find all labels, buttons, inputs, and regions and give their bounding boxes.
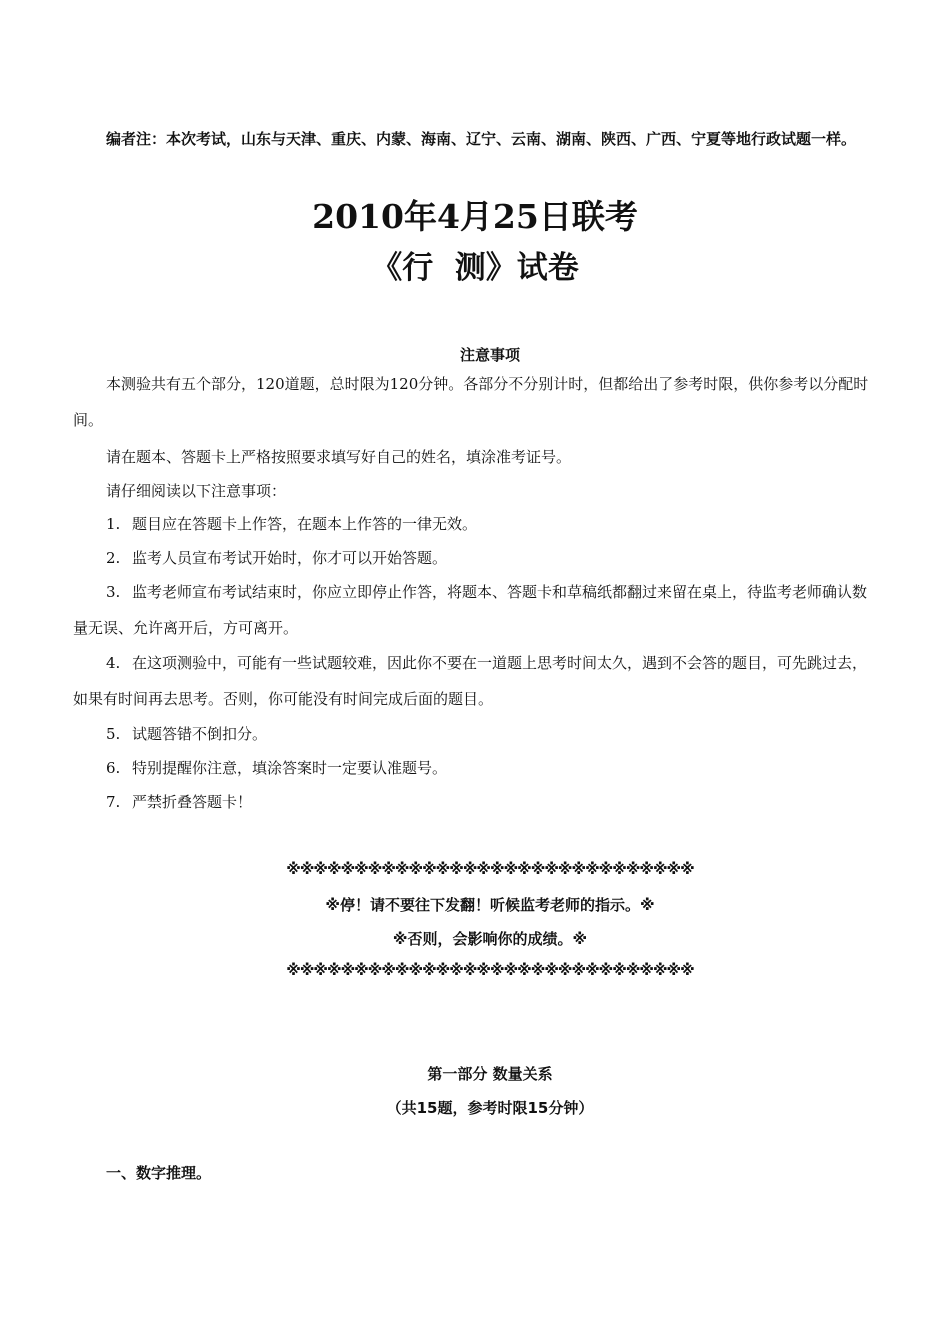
notice-item — [106, 506, 873, 542]
exam-subtitle: 《行 测》试卷 — [371, 250, 579, 286]
item-text: 监考老师宣布考试结束时，你应立即停止作答，将题本、答题卡和草稿纸都翻过来留在桌上，待监考老师确认数量无误、允许离开后，方可离开。 — [73, 583, 868, 637]
notice-intro: 本测验共有五个部分，120道题，总时限为120分钟。各部分不分别计时，但都给出了参考时限，供你参考以分配时间。 — [73, 375, 869, 429]
exam-title: 2010年4月25日联考 — [312, 197, 638, 236]
notice-item — [106, 750, 873, 786]
item-text: 监考人员宣布考试开始时，你才可以开始答题。 — [132, 549, 448, 567]
notice-item — [106, 540, 873, 576]
item-number: 5. — [106, 725, 121, 743]
notice-fill-name: 请在题本、答题卡上严格按照要求填写好自己的姓名，填涂准考证号。 — [106, 448, 572, 466]
part-subtitle: （共15题，参考时限15分钟） — [386, 1099, 594, 1117]
item-number: 6. — [106, 759, 121, 777]
item-text: 严禁折叠答题卡！ — [132, 793, 253, 811]
stars-border-bottom: ※※※※※※※※※※※※※※※※※※※※※※※※※※※※※※ — [286, 961, 694, 979]
item-number: 3. — [106, 583, 121, 601]
notice-item — [73, 574, 873, 646]
section-heading: 一、数字推理。 — [106, 1164, 212, 1182]
notice-heading: 注意事项 — [459, 346, 520, 364]
part-title: 第一部分 数量关系 — [427, 1065, 553, 1083]
editor-note: 编者注：本次考试，山东与天津、重庆、内蒙、海南、辽宁、云南、湖南、陕西、广西、宁夏等地行政试题一样。 — [106, 130, 857, 148]
item-text: 在这项测验中，可能有一些试题较难，因此你不要在一道题上思考时间太久，遇到不会答的题目，可先跳过去，如果有时间再去思考。否则，你可能没有时间完成后面的题目。 — [73, 654, 868, 708]
notice-read-carefully: 请仔细阅读以下注意事项： — [106, 482, 287, 500]
notice-item — [106, 784, 873, 820]
notice-item — [106, 716, 873, 752]
item-number: 1. — [106, 515, 121, 533]
item-number: 7. — [106, 793, 121, 811]
item-number: 4. — [106, 654, 121, 672]
item-text: 试题答错不倒扣分。 — [132, 725, 268, 743]
item-text: 题目应在答题卡上作答，在题本上作答的一律无效。 — [132, 515, 478, 533]
item-text: 特别提醒你注意，填涂答案时一定要认准题号。 — [132, 759, 448, 777]
stop-warning: ※停！请不要往下发翻！听候监考老师的指示。※ — [325, 896, 655, 914]
stars-border-top: ※※※※※※※※※※※※※※※※※※※※※※※※※※※※※※ — [286, 860, 694, 878]
score-warning: ※否则，会影响你的成绩。※ — [392, 930, 588, 948]
notice-item — [73, 645, 873, 717]
item-number: 2. — [106, 549, 121, 567]
